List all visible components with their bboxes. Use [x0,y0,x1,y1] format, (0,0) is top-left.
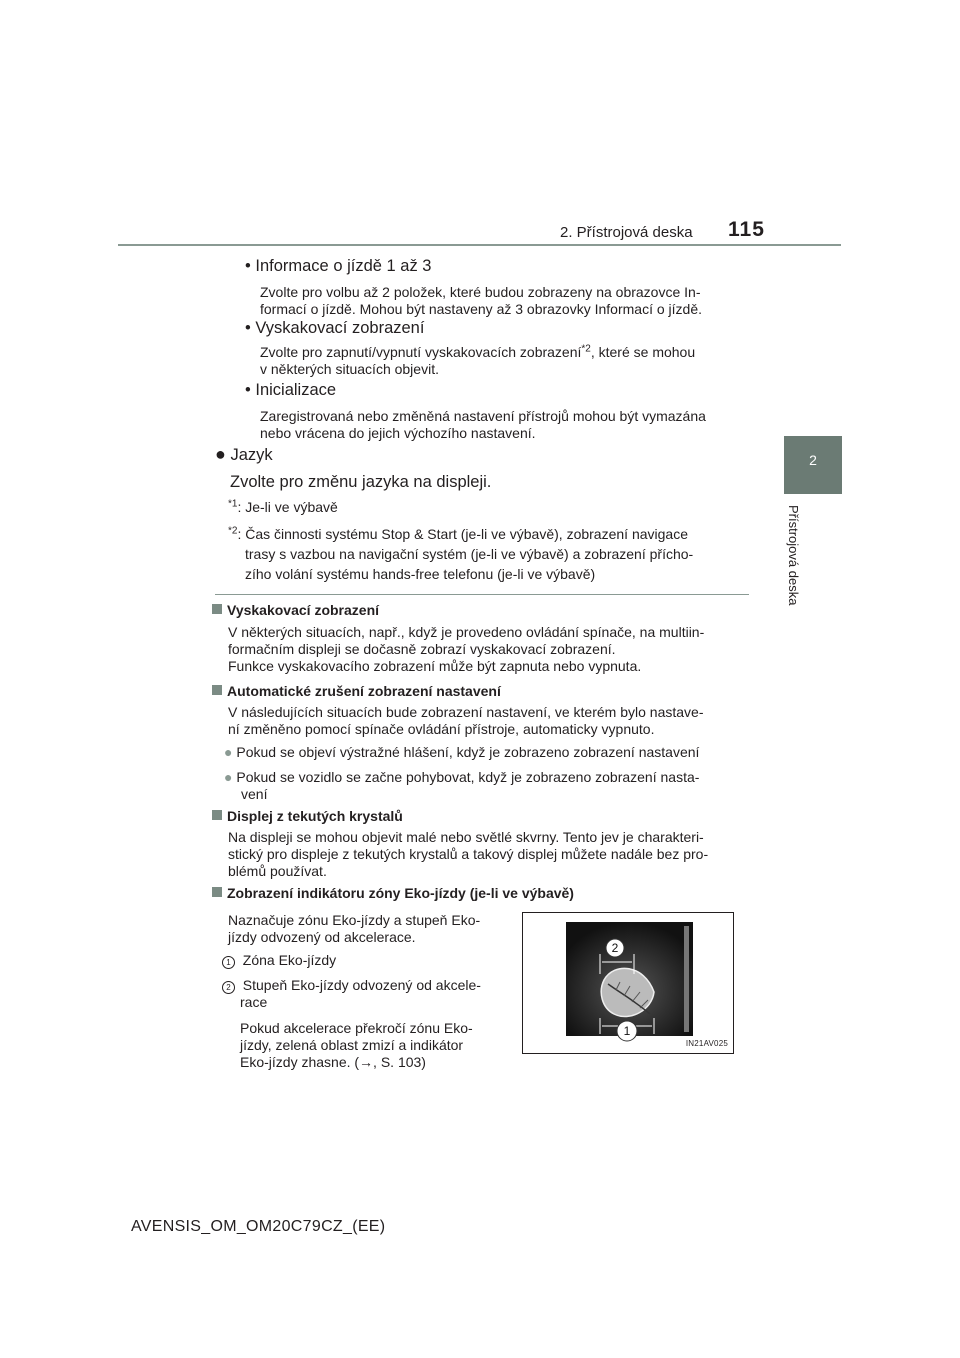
callout-1: 1 [623,1024,631,1038]
running-header-section: 2. Přístrojová deska [560,224,693,241]
note-title: Automatické zrušení zobrazení nastavení [212,683,501,700]
chapter-side-title: Přístrojová deska [786,505,801,606]
list-item-desc: Zaregistrovaná nebo změněná nastavení přístrojů mohou být vymazána nebo vrácena do jejich výchozího nastavení. [260,408,706,441]
eco-indicator-figure [522,912,734,1054]
round-bullet-icon: ● [224,744,233,760]
square-bullet-icon [212,887,222,897]
footnote-1: $^{*1}$: Je-li ve výbavě [228,498,338,515]
legend-item-1: 1 Zóna Eko-jízdy [222,952,336,969]
chapter-tab-number: 2 [809,452,817,468]
note-bullet: ● Pokud se objeví výstražné hlášení, když je zobrazeno zobrazení nastavení [224,744,700,760]
note-bullet: ● Pokud se vozidlo se začne pohybovat, když je zobrazeno zobrazení nasta- vení [224,769,700,802]
list-item-desc: Zvolte pro volbu až 2 položek, které budou zobrazeny na obrazovce In- formací o jízdě. Mohou být nastaveny až 3 obrazovky Informací o jízdě. [260,284,702,317]
legend-item-2: 2 Stupeň Eko-jízdy odvozený od akcele- race [222,977,481,1011]
list-item-initialize: • Inicializace [245,381,337,399]
list-item-title: Informace o jízdě 1 až 3 [255,257,432,275]
section-desc: Zvolte pro změnu jazyka na displeji. [230,473,492,491]
figure-code: IN21AV025 [685,1039,728,1048]
list-item-title: Inicializace [255,381,337,399]
note-title: Vyskakovací zobrazení [212,602,379,619]
square-bullet-icon [212,604,222,614]
page-number: 115 [728,218,765,241]
square-bullet-icon [212,685,222,695]
square-bullet-icon [212,810,222,820]
note-paragraph: Pokud akcelerace překročí zónu Eko- jízdy, zelená oblast zmizí a indikátor Eko-jízdy zhasne. (→, S. 103) [240,1020,473,1070]
document-id-footer: AVENSIS_OM_OM20C79CZ_(EE) [131,1218,386,1235]
section-divider [215,594,749,595]
note-title: Zobrazení indikátoru zóny Eko-jízdy (je-li ve výbavě) [212,885,574,902]
round-bullet-icon: ● [224,769,233,785]
list-item-desc: Zvolte pro zapnutí/vypnutí vyskakovacích zobrazení$^{*2}$, které se mohou v některých situacích objevit. [260,343,696,377]
list-item-trip-info: • Informace o jízdě 1 až 3 [245,257,432,275]
section-title: Jazyk [230,446,273,464]
list-item-popup: • Vyskakovací zobrazení [245,319,425,337]
list-item-title: Vyskakovací zobrazení [255,319,425,337]
note-title: Displej z tekutých krystalů [212,808,403,825]
note-body: V následujících situacích bude zobrazení nastavení, ve kterém bylo nastave- ní změněno pomocí spínače ovládání přístroje, automaticky vypnuto. [228,704,704,737]
section-language: ● Jazyk [215,444,273,464]
callout-2: 2 [611,941,619,955]
note-body: Naznačuje zónu Eko-jízdy a stupeň Eko- jízdy odvozený od akcelerace. [228,912,481,945]
note-body: Na displeji se mohou objevit malé nebo světlé skvrny. Tento jev je charakteri- stický pro displeje z tekutých krystalů a takový displej můžete nadále bez pro- blémů používat. [228,829,709,879]
note-body: V některých situacích, např., když je provedeno ovládání spínače, na multiin- formačním displeji se dočasně zobrazí vyskakovací zobrazení. Funkce vyskakovacího zobrazení může být zapnuta nebo vypnuta. [228,624,705,674]
footnote-2: $^{*2}$: Čas činnosti systému Stop & Start (je-li ve výbavě), zobrazení navigace trasy s vazbou na navigační systém (je-li ve výbavě) a zobrazení přícho- zího volání systému hands-free telefonu (je-li ve výbavě) [228,525,694,582]
header-rule [118,244,841,246]
